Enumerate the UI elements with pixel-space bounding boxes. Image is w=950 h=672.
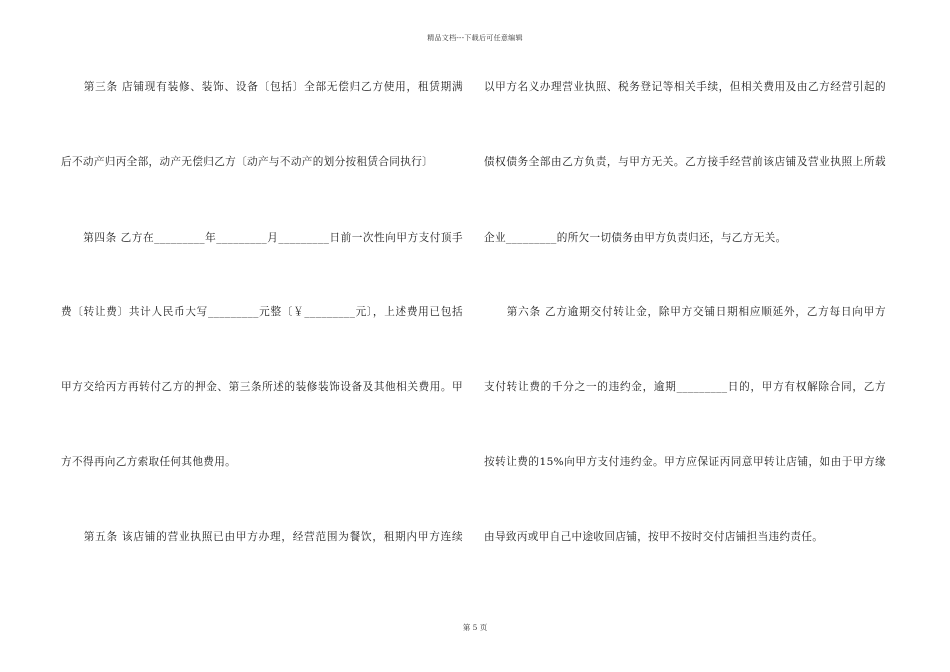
page-number: 第 5 页 (462, 623, 488, 632)
paragraph-line: 由导致丙或甲自己中途收回店铺，按甲不按时交付店铺担当违约责任。 (484, 531, 824, 543)
paragraph-line: 第五条 该店铺的营业执照已由甲方办理，经营范围为餐饮，租期内甲方连续 (61, 531, 463, 543)
paragraph-line: 支付转让费的千分之一的违约金，逾期_________日的，甲方有权解除合同，乙方 (484, 381, 886, 393)
paragraph-line: 甲方交给丙方再转付乙方的押金、第三条所述的装修装饰设备及其他相关费用。甲 (61, 381, 463, 393)
paragraph-line: 费〔转让费〕共计人民币大写_________元整〔￥_________元〕，上述费用已包括 (61, 306, 463, 318)
page-header: 精品文档---下载后可任意编辑 (427, 34, 523, 42)
paragraph-line: 方不得再向乙方索取任何其他费用。 (61, 456, 237, 468)
paragraph-line: 以甲方名义办理营业执照、税务登记等相关手续，但相关费用及由乙方经营引起的 (484, 81, 886, 93)
paragraph-line: 企业_________的所欠一切债务由甲方负责归还，与乙方无关。 (484, 232, 787, 244)
paragraph-line: 债权债务全部由乙方负责，与甲方无关。乙方接手经营前该店铺及营业执照上所载 (484, 156, 886, 168)
paragraph-line: 后不动产归丙全部，动产无偿归乙方〔动产与不动产的划分按租赁合同执行〕 (61, 156, 434, 168)
paragraph-line: 第三条 店铺现有装修、装饰、设备〔包括〕全部无偿归乙方使用，租赁期满 (61, 81, 463, 93)
paragraph-line: 按转让费的15%向甲方支付违约金。甲方应保证丙同意甲转让店铺，如由于甲方缘 (484, 456, 886, 468)
paragraph-line: 第四条 乙方在_________年_________月_________日前一次性向甲方支付顶手 (61, 232, 463, 244)
paragraph-line: 第六条 乙方逾期交付转让金，除甲方交铺日期相应顺延外，乙方每日向甲方 (484, 306, 886, 318)
